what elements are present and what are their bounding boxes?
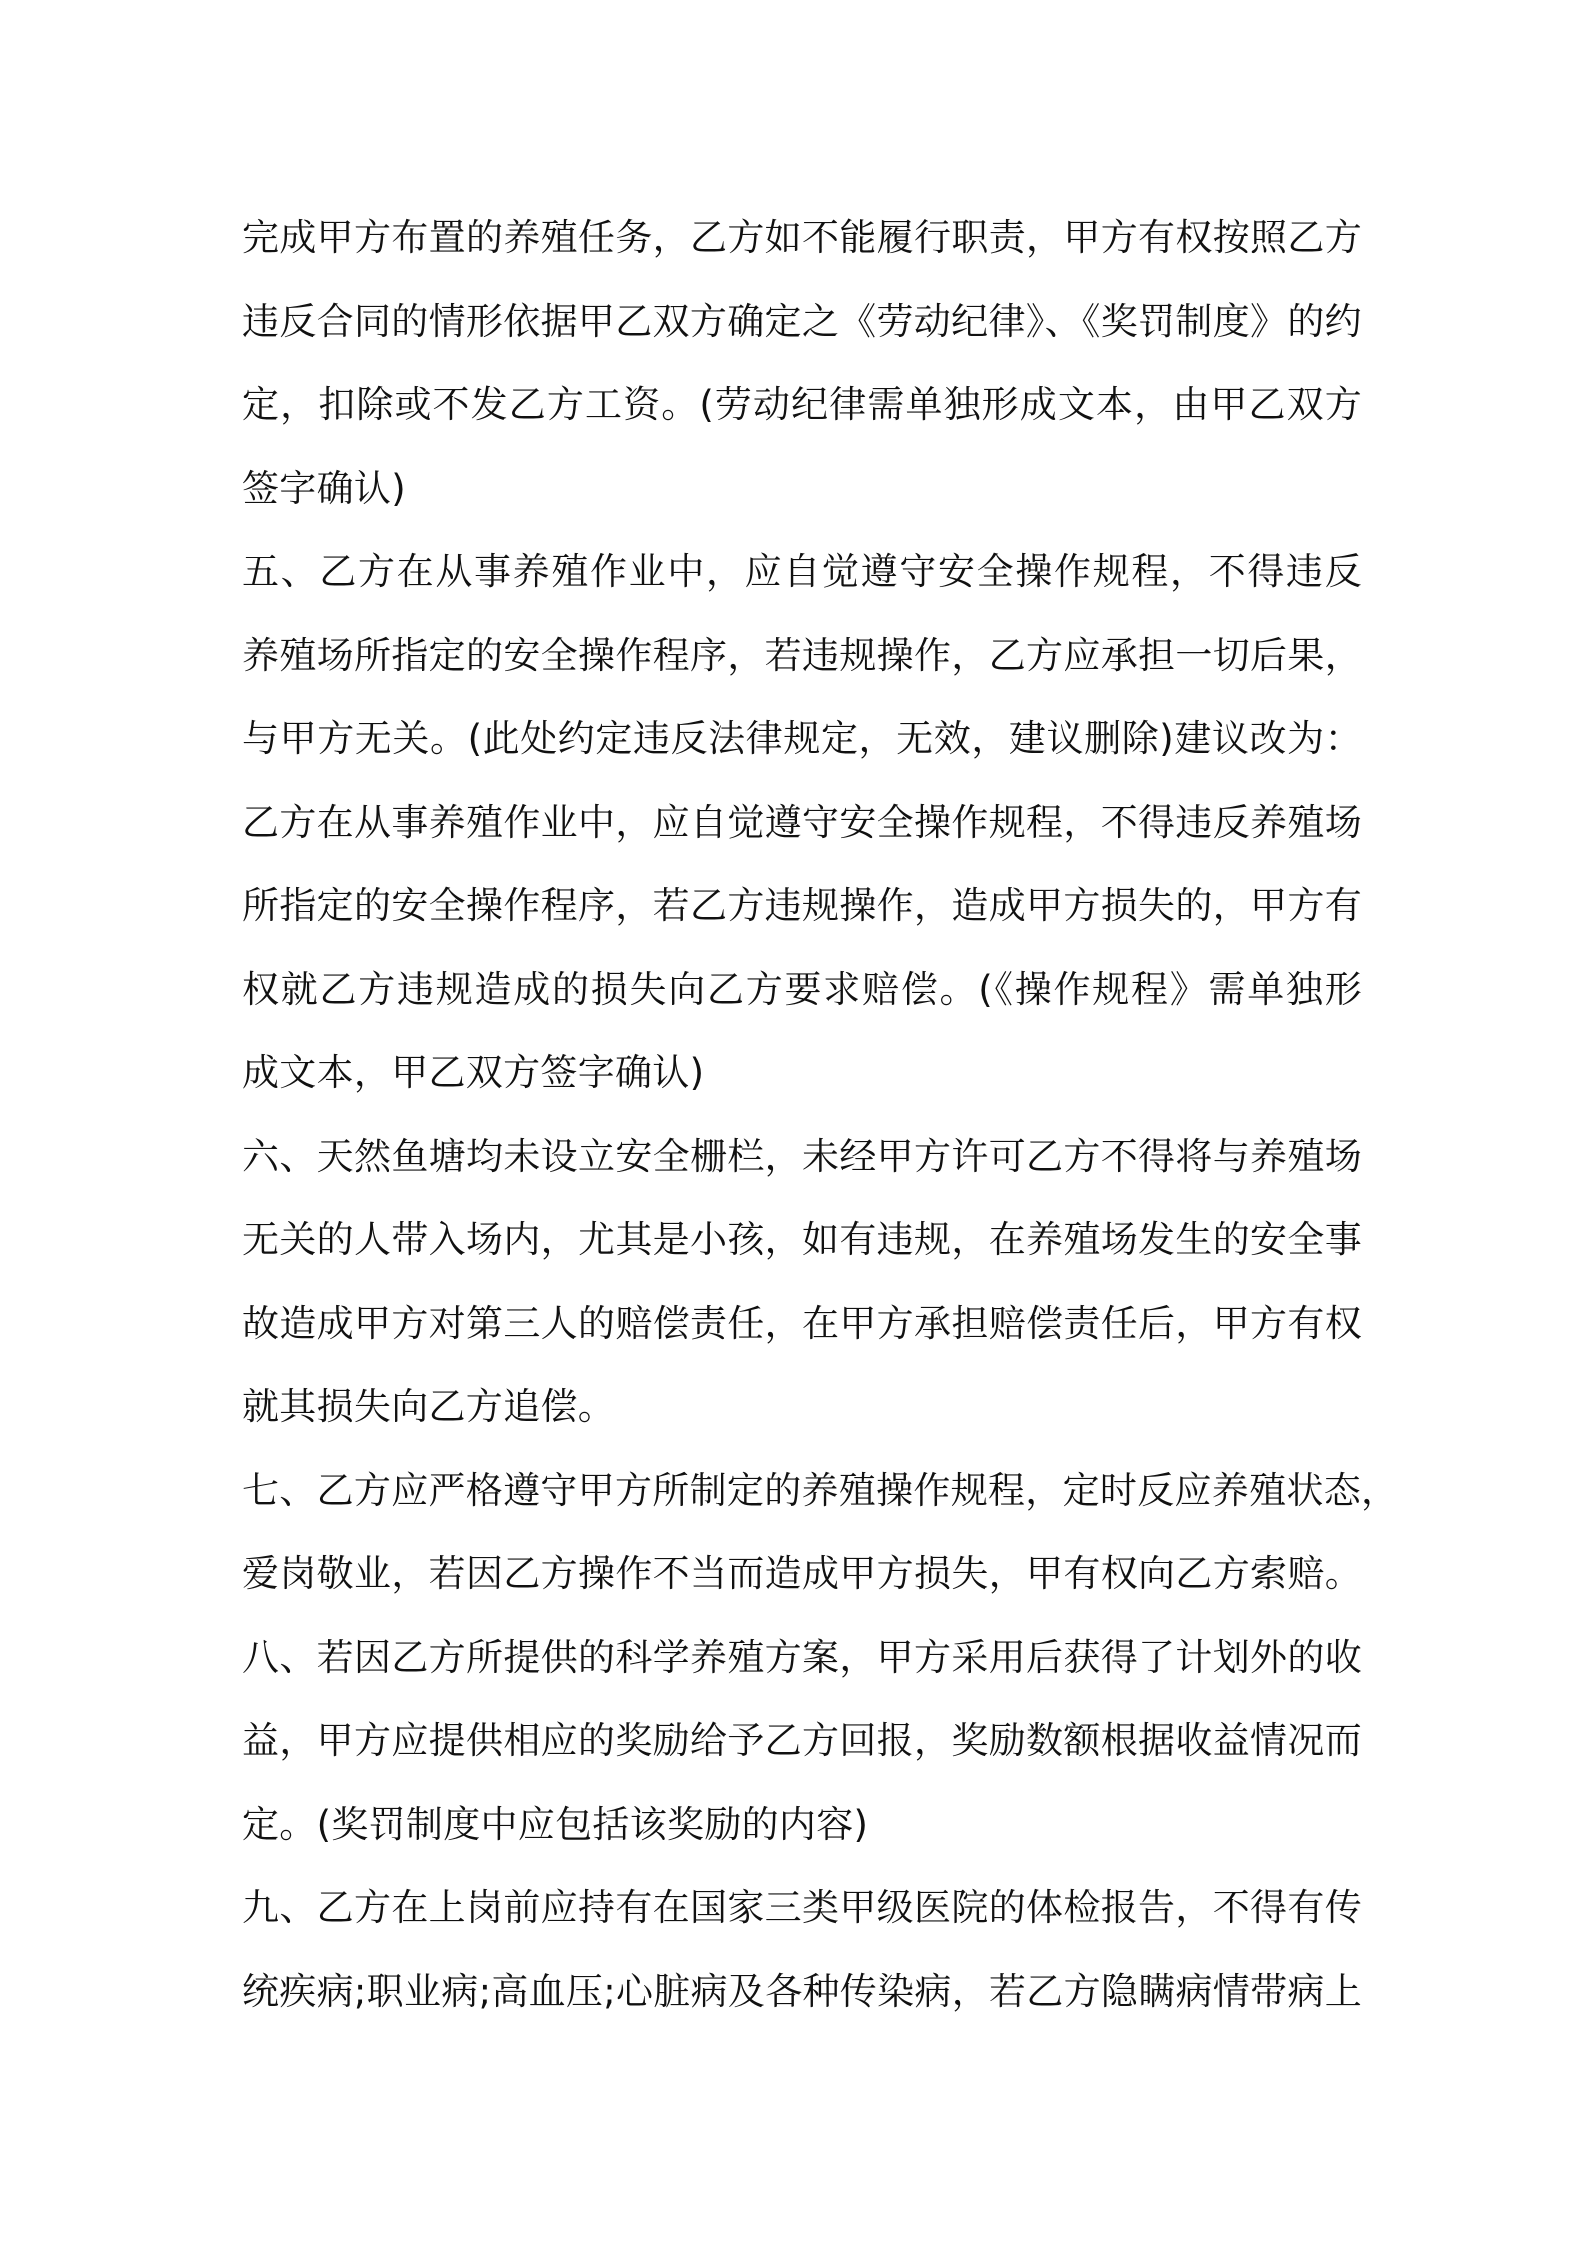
text-line: 五、乙方在从事养殖作业中，应自觉遵守安全操作规程，不得违反 — [242, 550, 1362, 593]
text-line: 权就乙方违规造成的损失向乙方要求赔偿。(《操作规程》需单独形 — [242, 967, 1362, 1011]
text-line: 完成甲方布置的养殖任务，乙方如不能履行职责，甲方有权按照乙方 — [242, 216, 1362, 259]
text-line: 爱岗敬业，若因乙方操作不当而造成甲方损失，甲有权向乙方索赔。 — [242, 1552, 1362, 1595]
text-line: 统疾病;职业病;高血压;心脏病及各种传染病，若乙方隐瞒病情带病上 — [242, 1969, 1362, 2013]
text-line: 无关的人带入场内，尤其是小孩，如有违规，在养殖场发生的安全事 — [242, 1218, 1362, 1261]
text-line: 成文本，甲乙双方签字确认) — [242, 1051, 705, 1094]
document-body — [242, 196, 1399, 2033]
text-line: 六、天然鱼塘均未设立安全栅栏，未经甲方许可乙方不得将与养殖场 — [242, 1134, 1362, 1178]
text-line: 就其损失向乙方追偿。 — [242, 1385, 615, 1428]
text-line: 九、乙方在上岗前应持有在国家三类甲级医院的体检报告，不得有传 — [242, 1886, 1362, 1929]
text-line: 违反合同的情形依据甲乙双方确定之《劳动纪律》、《奖罚制度》的约 — [242, 299, 1362, 343]
text-line: 与甲方无关。(此处约定违反法律规定，无效，建议删除)建议改为： — [242, 717, 1362, 760]
text-line: 乙方在从事养殖作业中，应自觉遵守安全操作规程，不得违反养殖场 — [242, 800, 1362, 844]
text-line: 定，扣除或不发乙方工资。(劳动纪律需单独形成文本，由甲乙双方 — [242, 383, 1362, 426]
text-line: 养殖场所指定的安全操作程序，若违规操作，乙方应承担一切后果， — [242, 633, 1362, 677]
text-line: 故造成甲方对第三人的赔偿责任，在甲方承担赔偿责任后，甲方有权 — [242, 1301, 1362, 1345]
text-line: 益，甲方应提供相应的奖励给予乙方回报，奖励数额根据收益情况而 — [242, 1719, 1362, 1762]
text-line: 八、若因乙方所提供的科学养殖方案，甲方采用后获得了计划外的收 — [242, 1635, 1362, 1679]
text-line: 签字确认) — [242, 466, 406, 510]
text-line: 定。(奖罚制度中应包括该奖励的内容) — [242, 1802, 869, 1846]
text-line: 所指定的安全操作程序，若乙方违规操作，造成甲方损失的，甲方有 — [242, 884, 1362, 927]
text-line: 七、乙方应严格遵守甲方所制定的养殖操作规程，定时反应养殖状态， — [242, 1468, 1399, 1512]
